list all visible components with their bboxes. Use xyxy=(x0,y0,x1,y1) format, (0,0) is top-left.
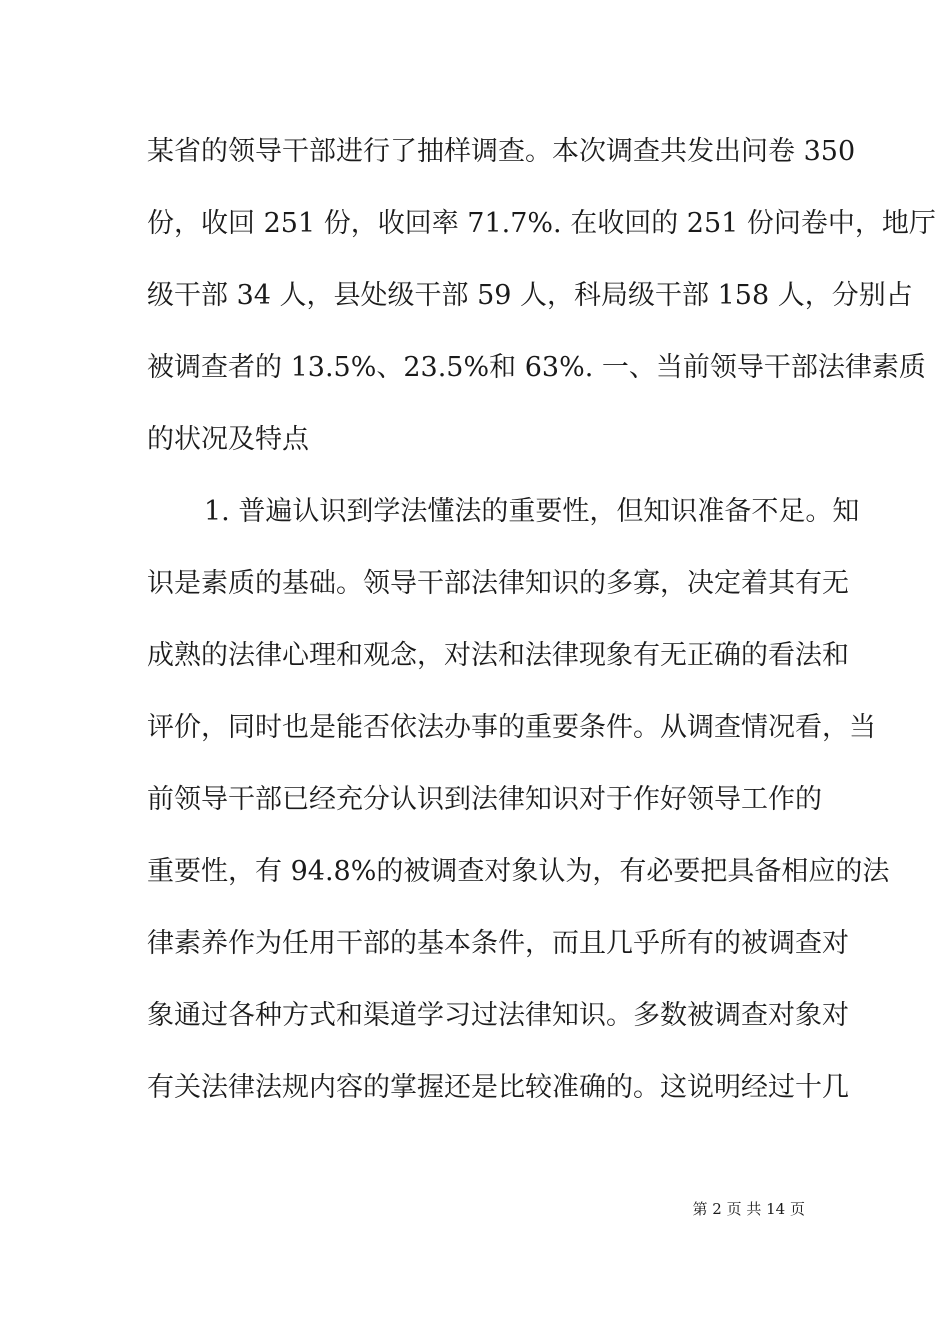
text-line-11: 重要性，有 94.8%的被调查对象认为，有必要把具备相应的法 xyxy=(147,856,890,887)
text-line-10: 前领导干部已经充分认识到法律知识对于作好领导工作的 xyxy=(147,784,822,815)
text-line-5: 的状况及特点 xyxy=(147,424,309,455)
text-line-6: 1. 普遍认识到学法懂法的重要性，但知识准备不足。知 xyxy=(204,496,860,527)
text-line-8: 成熟的法律心理和观念，对法和法律现象有无正确的看法和 xyxy=(147,640,849,671)
text-line-13: 象通过各种方式和渠道学习过法律知识。多数被调查对象对 xyxy=(147,1000,849,1031)
page-number-footer: 第 2 页 共 14 页 xyxy=(692,1200,805,1218)
text-line-9: 评价，同时也是能否依法办事的重要条件。从调查情况看，当 xyxy=(147,712,876,743)
text-line-12: 律素养作为任用干部的基本条件，而且几乎所有的被调查对 xyxy=(147,928,849,959)
text-line-4: 被调查者的 13.5%、23.5%和 63%. 一、当前领导干部法律素质 xyxy=(147,352,926,383)
text-line-1: 某省的领导干部进行了抽样调查。本次调查共发出问卷 350 xyxy=(147,136,856,167)
text-line-2: 份，收回 251 份，收回率 71.7%. 在收回的 251 份问卷中，地厅 xyxy=(147,208,936,239)
text-line-14: 有关法律法规内容的掌握还是比较准确的。这说明经过十几 xyxy=(147,1072,849,1103)
text-line-7: 识是素质的基础。领导干部法律知识的多寡，决定着其有无 xyxy=(147,568,849,599)
text-line-3: 级干部 34 人，县处级干部 59 人，科局级干部 158 人，分别占 xyxy=(147,280,913,311)
